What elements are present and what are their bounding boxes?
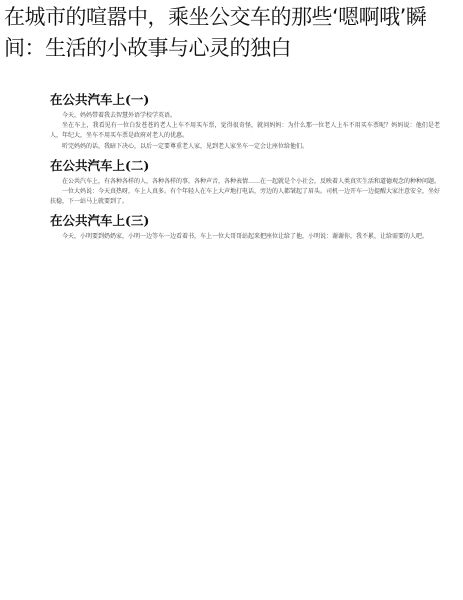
document-page [50,88,440,593]
section-heading: 在公共汽车上(二) [50,157,150,173]
paragraph: 听完妈妈的话，我暗下决心，以后一定要尊重老人家，见到老人家坐车一定会让座位给他们。 [62,142,309,150]
paragraph: 今天，小明要到奶奶家，小明一边等车一边看着书，车上一位大哥哥站起来把座位让给了他，小明说：谢谢你，我不累，让给需要的人吧。 [62,233,429,241]
paragraph: 一位大妈说：今天真热呀，车上人真多。有个年轻人在车上大声地打电话，旁边的人都皱起了眉头。司机一边开车一边提醒大家注意安全，坐好扶稳，下一站马上就要到了。 [50,188,440,206]
section-3 [50,211,440,242]
section-1 [50,90,440,152]
section-heading: 在公共汽车上(三) [50,213,150,229]
section-2 [50,156,440,208]
section-heading: 在公共汽车上(一) [50,92,150,107]
page-title: 在城市的喧嚣中，乘坐公交车的那些‘嗯啊哦’瞬间：生活的小故事与心灵的独白 [4,5,427,60]
paragraph: 今天，妈妈带着我去智慧外语学校学英语。 [62,112,177,119]
paragraph: 坐在车上，我看见有一位白发苍苍的老人上车不用买车票，觉得很奇怪，就问妈妈：为什么那一位老人上车不用买车票呢？妈妈说：他们是老人，年纪大，坐车不用买车票是政府对老人的优惠。 [50,122,440,140]
paragraph: 在公共汽车上，有各种各样的人，各种各样的事，各种声音，各种表情……在一起就是个小社会，反映着人类真实生活和道德观念的种种问题。 [62,177,440,185]
